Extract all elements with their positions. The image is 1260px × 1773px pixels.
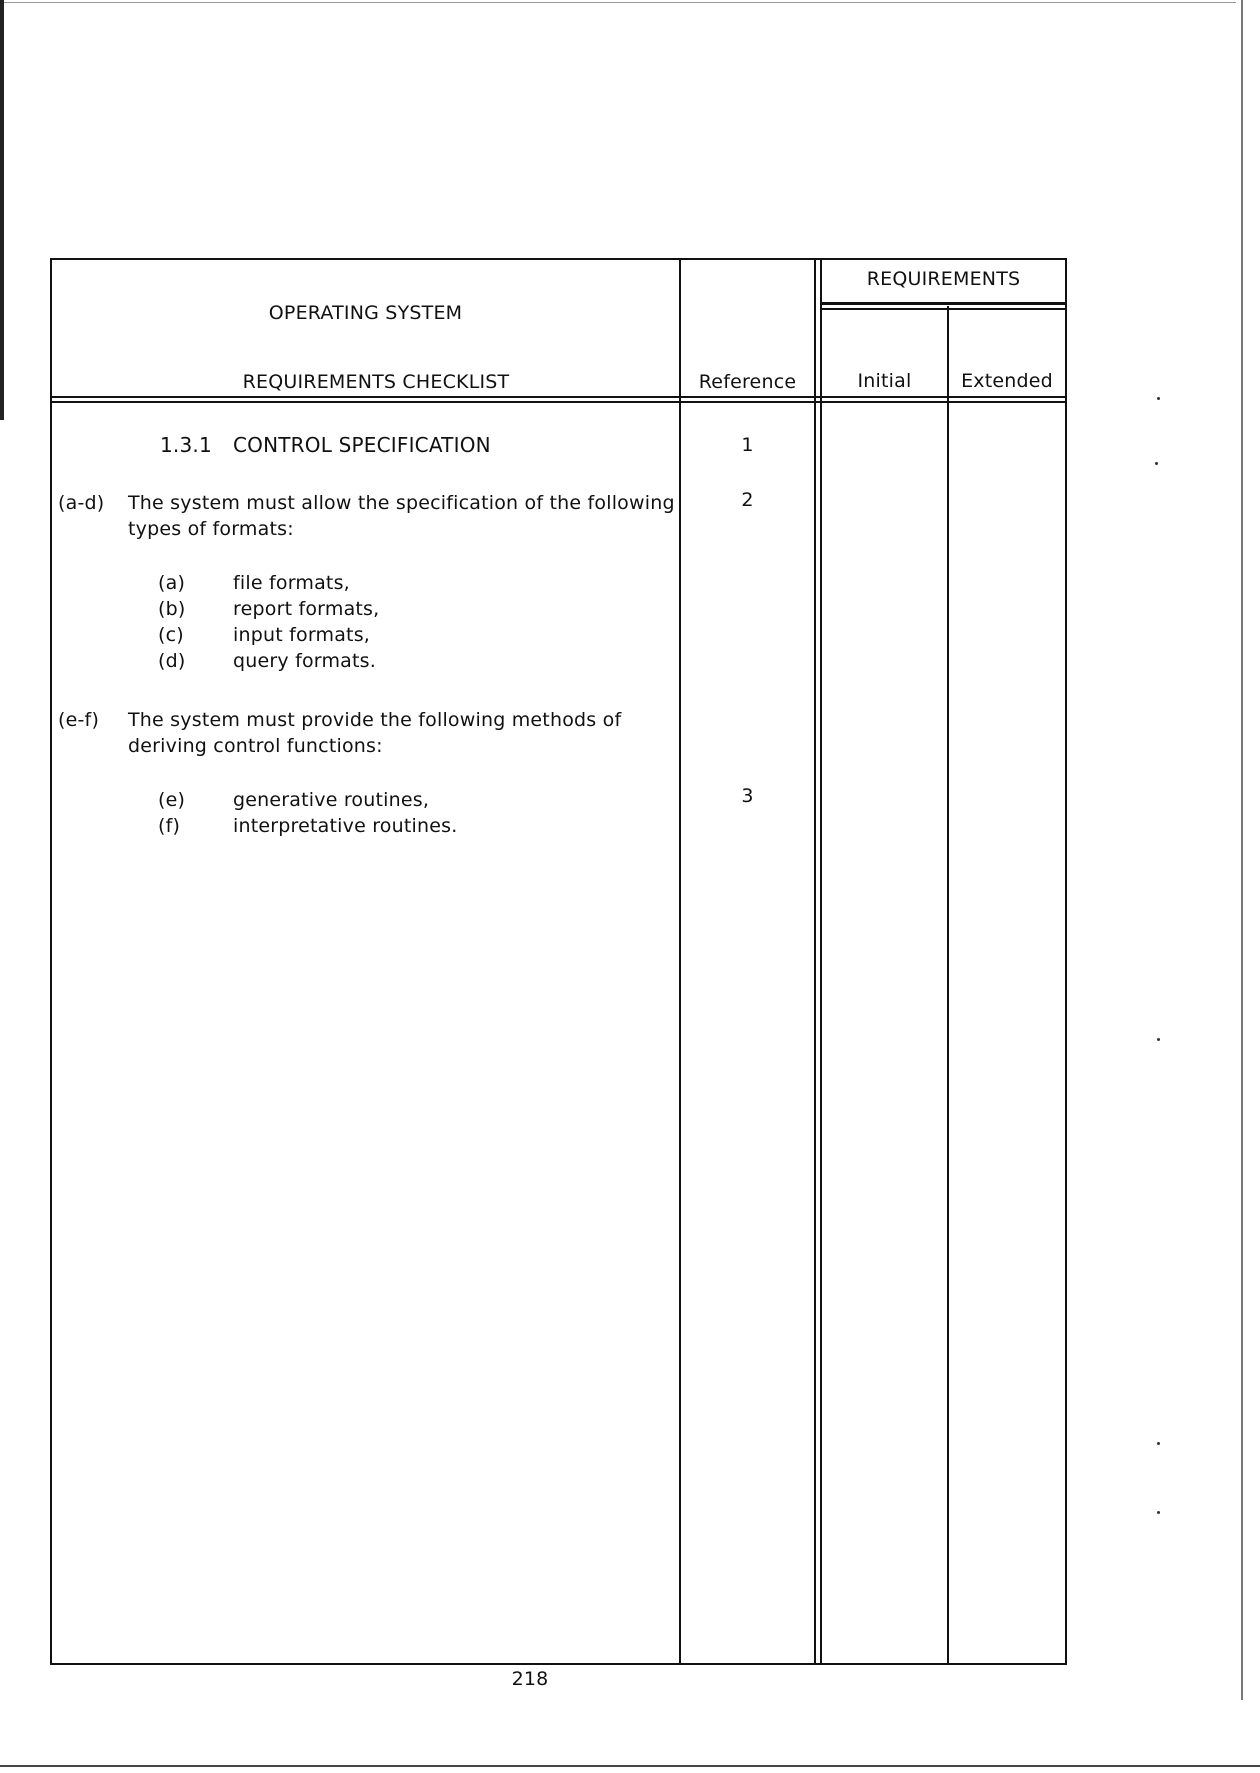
sub-item-label: (f) [158,815,181,837]
divider-requirements-1 [814,258,816,1665]
item-text-line1: The system must provide the following methods of [128,709,622,731]
item-text-line2: types of formats: [128,518,294,540]
table-title-line2: REQUIREMENTS CHECKLIST [242,371,510,393]
scan-speck [1155,462,1158,465]
page-edge-right [1241,0,1243,1700]
scan-speck [1157,1511,1160,1514]
sub-item-text: generative routines, [233,789,430,811]
item-label: (e-f) [58,709,100,731]
table-border-left [50,258,52,1665]
page-edge-left [0,0,4,420]
divider-reference [679,258,681,1665]
header-rule-2 [50,401,1067,403]
section-reference: 1 [741,434,754,456]
table-border-top [50,258,1066,260]
initial-column-header: Initial [857,370,912,392]
divider-requirements-2 [820,258,822,1665]
requirements-column-header: REQUIREMENTS [866,268,1021,290]
sub-item-text: file formats, [233,572,350,594]
scan-speck [1157,1038,1160,1041]
page-edge-top [0,2,1236,3]
sub-item-text: report formats, [233,598,380,620]
page-number: 218 [511,1668,549,1690]
sub-item-label: (e) [158,789,186,811]
sub-item-label: (b) [158,598,186,620]
sub-item-label: (d) [158,650,186,672]
extended-column-header: Extended [961,370,1053,392]
sub-item-text: interpretative routines. [233,815,458,837]
divider-initial-extended [947,306,949,1665]
section-title: CONTROL SPECIFICATION [233,433,491,457]
reference-column-header: Reference [698,371,797,393]
sub-item-text: query formats. [233,650,377,672]
item-reference: 2 [741,489,754,511]
item-text-line1: The system must allow the specification of the following [128,492,675,514]
section-number: 1.3.1 [160,433,212,457]
sub-item-text: input formats, [233,624,371,646]
item-reference: 3 [741,785,754,807]
requirements-rule-2 [820,308,1067,310]
page-edge-bottom [0,1765,1260,1767]
table-border-bottom [50,1663,1067,1665]
sub-item-label: (a) [158,572,186,594]
sub-item-label: (c) [158,624,184,646]
table-border-right [1065,258,1067,1665]
scan-speck [1157,1442,1160,1445]
item-label: (a-d) [58,492,105,514]
scan-speck [1157,397,1160,400]
item-text-line2: deriving control functions: [128,735,383,757]
requirements-rule-1 [820,302,1067,305]
table-title-line1: OPERATING SYSTEM [268,302,463,324]
header-rule-1 [50,396,1067,398]
